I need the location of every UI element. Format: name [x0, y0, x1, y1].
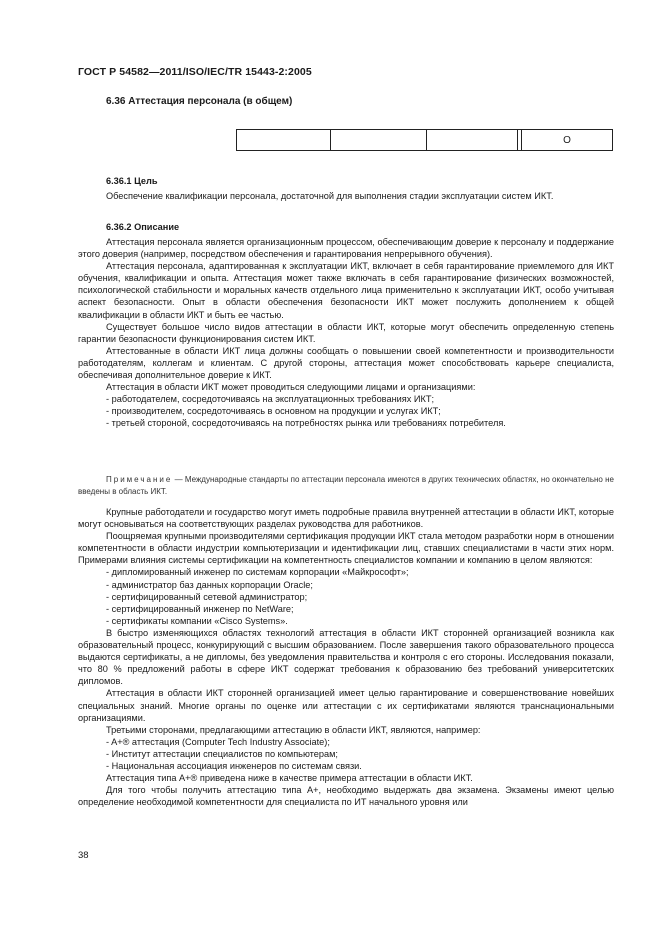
paragraph: Третьими сторонами, предлагающими аттестацию в области ИКТ, являются, например:: [106, 724, 481, 735]
description-block-1: [78, 236, 614, 430]
goal-text: [78, 190, 614, 202]
paragraph: Аттестация в области ИКТ может проводиться следующими лицами и организациями:: [106, 382, 476, 393]
list-item: - A+® аттестация (Computer Tech Industry Associate);: [106, 736, 330, 747]
note-text: — Международные стандарты по аттестации персонала имеются в других технических областях, но окончательно не введены в область ИКТ.: [78, 475, 614, 496]
paragraph: Существует большое число видов аттестации в области ИКТ, которые могут обеспечить определенную степень гарантии безопасности функционирования систем ИКТ.: [78, 321, 614, 344]
table-cell-mark: O: [563, 134, 571, 146]
paragraph: Обеспечение квалификации персонала, достаточной для выполнения стадии эксплуатации систем ИКТ.: [106, 191, 554, 201]
list-item: - производителем, сосредоточиваясь в основном на продукции и услугах ИКТ;: [106, 406, 441, 417]
list-item: - сертификаты компании «Cisco Systems».: [106, 615, 288, 626]
paragraph: Для того чтобы получить аттестацию типа A+, необходимо выдержать два экзамена. Экзамены имеют целью определение необходимой компетентности для специалиста по ИТ начального уровня или: [78, 785, 614, 808]
paragraph: В быстро изменяющихся областях технологий аттестация в области ИКТ сторонней организацией возникла как образовательный процесс, конкурирующий с высшим образованием. После завершения такого образовательного процесса выдаются сертификаты, а не дипломы, без уведомления правительства и контроля с его стороны. Исследования показали, что 80 % предложений работы в сфере ИКТ содержат требования к образованию без требований университетских дипломов.: [78, 627, 614, 687]
note: [78, 474, 614, 498]
table-cell: [427, 130, 518, 150]
list-item: - администратор баз данных корпорации Oracle;: [106, 579, 313, 590]
page-number: 38: [78, 850, 89, 861]
paragraph: Аттестация персонала является организационным процессом, обеспечивающим доверие к персоналу и поддержание этого доверия (например, посредством обеспечения и гарантирования непрерывного обучения).: [78, 237, 614, 260]
paragraph: Крупные работодатели и государство могут иметь подробные правила внутренней аттестации в области ИКТ, которые могут основываться на соответствующих разделах руководства для работников.: [78, 507, 614, 530]
paragraph: Аттестация персонала, адаптированная к эксплуатации ИКТ, включает в себя гарантирование приемлемого для ИКТ обучения, квалификации и опыта. Аттестация может также включать в себя гарантирование физических возможностей, психологической стабильности и моральных качеств отдельного лица применительно к эксплуатации ИКТ, особо учитывая аспект безопасности. Опыт в области обеспечения безопасности ИКТ может послужить дополнением к общей квалификации в области ИКТ и быть ее частью.: [78, 261, 614, 320]
table-cell: [237, 130, 331, 150]
table-cell: [331, 130, 427, 150]
subsection-title-description: 6.36.2 Описание: [106, 222, 180, 232]
list-item: - сертифицированный сетевой администратор;: [106, 591, 308, 602]
list-item: - дипломированный инженер по системам корпорации «Майкрософт»;: [106, 567, 409, 578]
paragraph: Поощряемая крупными производителями сертификация продукции ИКТ стала методом разработки норм в отношении компетентности в области индустрии компьютеризации и идентификации лиц, ставших специалистами в части этих норм. Примерами влияния системы сертификации на компетентность специалистов компании и компанию в целом являются:: [78, 531, 614, 566]
paragraph: Аттестованные в области ИКТ лица должны сообщать о повышении своей компетентности и производительности работодателям, коллегам и клиентам. С другой стороны, аттестация может способствовать карьере специалиста, обеспечивая дополнительное доверие к ИКТ.: [78, 345, 614, 381]
applicability-table: [236, 129, 613, 151]
list-item: - Национальная ассоциация инженеров по системам связи.: [106, 760, 362, 771]
paragraph: Аттестация в области ИКТ сторонней организацией имеет целью гарантирование и совершенствование новейших специальных знаний. Многие органы по оценке или аттестации с их сертификатами являются транснациональными организациями.: [78, 688, 614, 723]
paragraph: Аттестация типа A+® приведена ниже в качестве примера аттестации в области ИКТ.: [106, 773, 473, 784]
note-label: Примечание: [106, 475, 173, 484]
list-item: - третьей стороной, сосредоточиваясь на потребностях рынка или требованиях потребителя.: [106, 418, 506, 429]
list-item: - Институт аттестации специалистов по компьютерам;: [106, 748, 338, 759]
list-item: - работодателем, сосредоточиваясь на эксплуатационных требованиях ИКТ;: [106, 394, 435, 405]
document-header: ГОСТ Р 54582—2011/ISO/IEC/TR 15443-2:2005: [78, 66, 312, 78]
list-item: - сертифицированный инженер по NetWare;: [106, 603, 294, 614]
section-title: 6.36 Аттестация персонала (в общем): [106, 96, 293, 107]
subsection-title-goal: 6.36.1 Цель: [106, 176, 158, 186]
description-block-2: [78, 506, 614, 808]
